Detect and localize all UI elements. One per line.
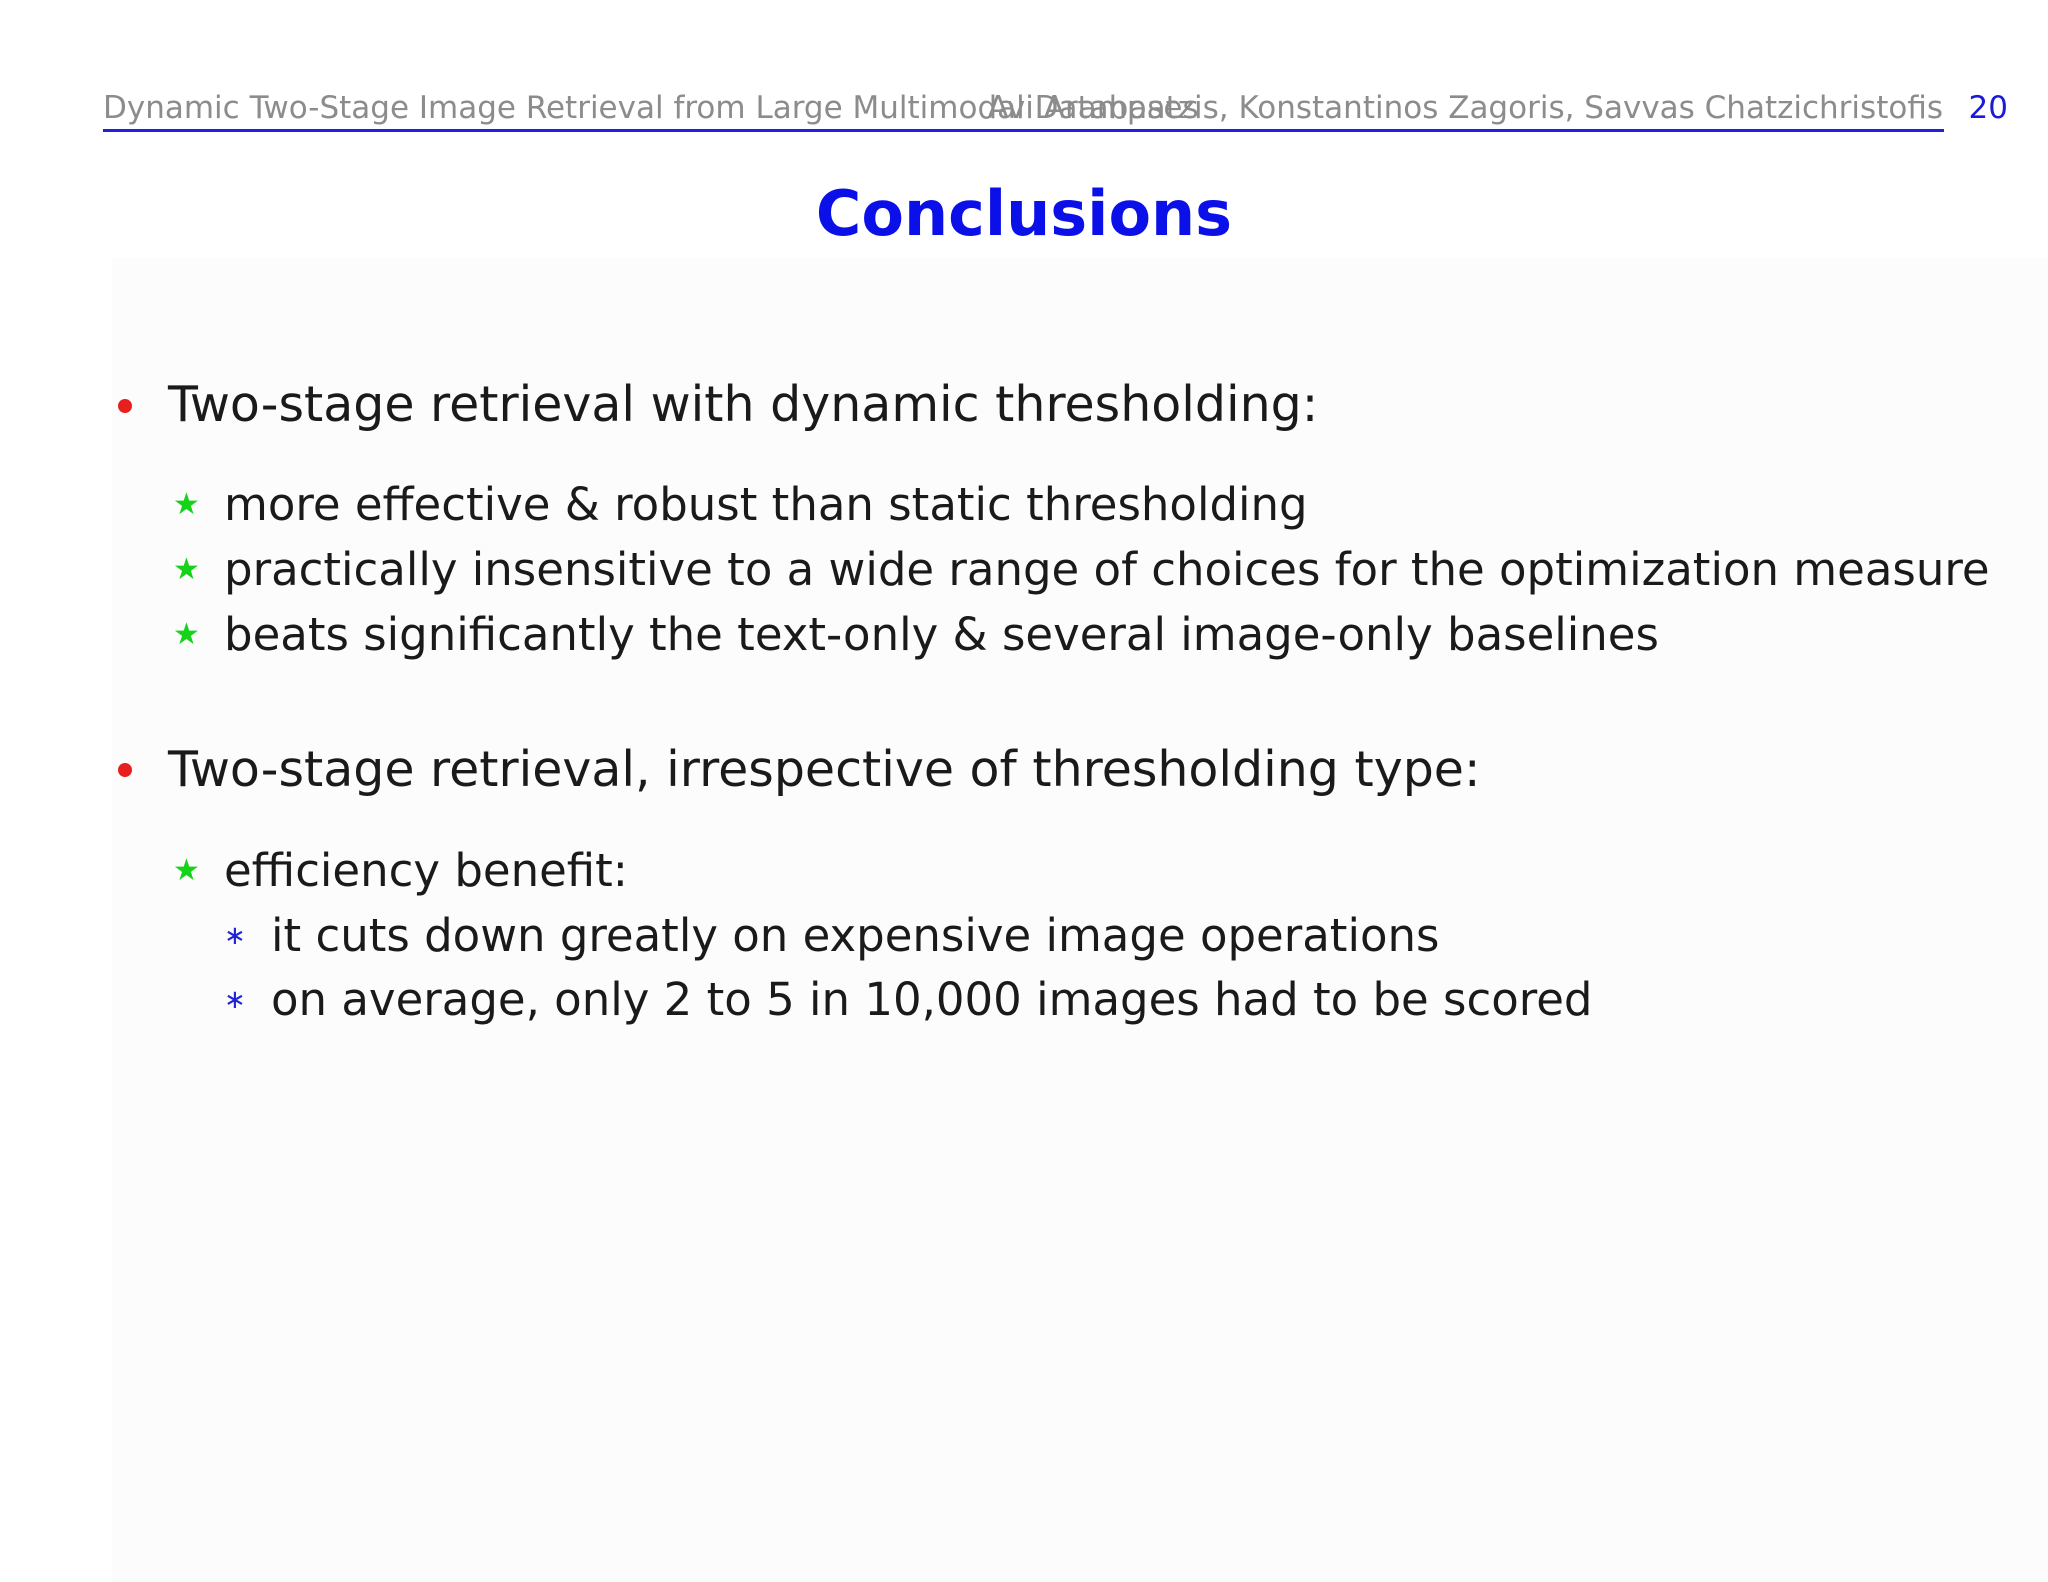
header-authors: Avi Arampatzis, Konstantinos Zagoris, Savvas Chatzichristofis <box>987 90 1943 126</box>
sub-sub-bullet-item: on average, only 2 to 5 in 10,000 images had to be scored <box>271 973 1593 1026</box>
sub-sub-bullet-item: it cuts down greatly on expensive image operations <box>271 909 1440 962</box>
sub-bullet-item: practically insensitive to a wide range of choices for the optimization measure <box>224 543 1990 596</box>
sub-bullet-item: beats significantly the text-only & several image-only baselines <box>224 608 1659 661</box>
header-presentation-title: Dynamic Two-Stage Image Retrieval from Large Multimodal Databases <box>103 90 1199 126</box>
page-number: 20 <box>1968 90 2008 126</box>
star-icon: ★ <box>173 487 200 522</box>
star-icon: ★ <box>173 853 200 888</box>
bullet-item: Two-stage retrieval with dynamic thresholding: <box>168 376 1319 433</box>
sub-bullet-item: more effective & robust than static thresholding <box>224 478 1308 531</box>
bullet-dot-icon <box>118 763 132 777</box>
star-icon: ★ <box>173 617 200 652</box>
sub-bullet-item: efficiency benefit: <box>224 844 628 897</box>
asterisk-icon: ∗ <box>224 921 246 951</box>
slide-title: Conclusions <box>815 177 1233 250</box>
asterisk-icon: ∗ <box>224 985 246 1015</box>
star-icon: ★ <box>173 552 200 587</box>
bullet-item: Two-stage retrieval, irrespective of thresholding type: <box>168 741 1481 798</box>
bullet-dot-icon <box>118 399 132 413</box>
